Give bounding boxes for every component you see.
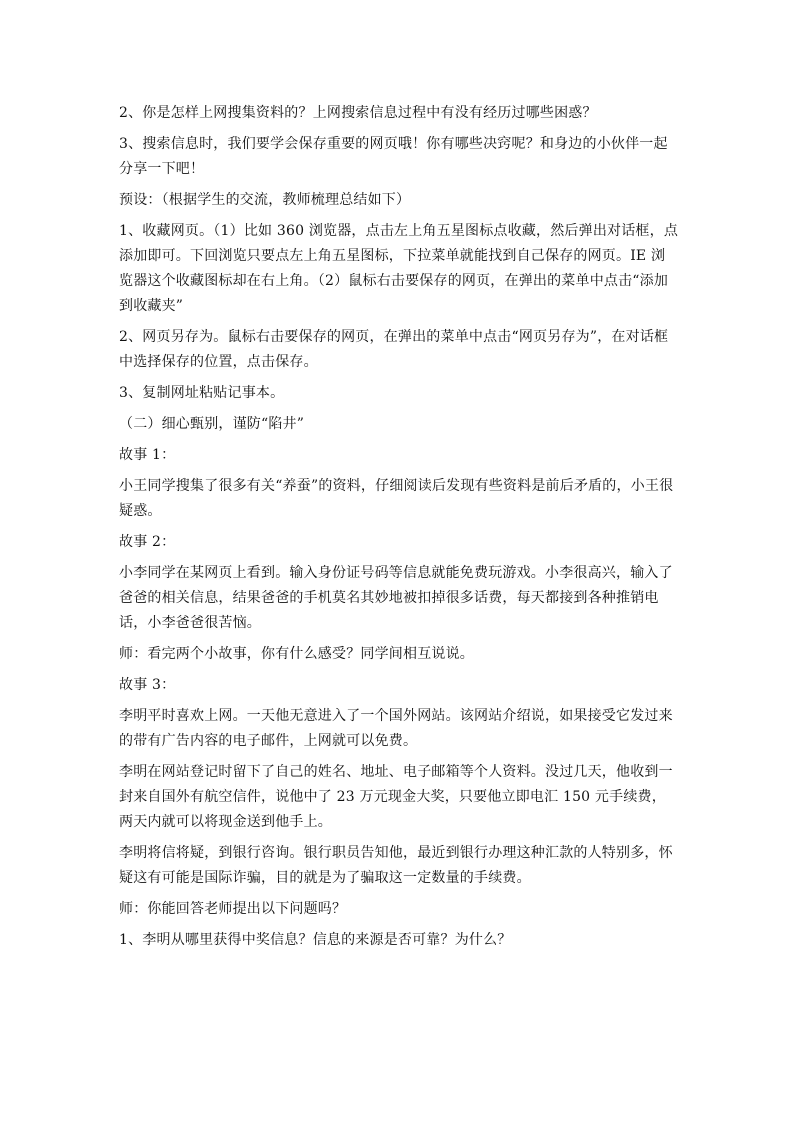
teacher-prompt-1: 师：看完两个小故事，你有什么感受？同学间相互说说。 <box>119 646 474 662</box>
method-bookmark: 1、收藏网页。（1）比如 360 浏览器，点击左上角五星图标点收藏，然后弹出对话框，点添加即可。下回浏览只要点左上角五星图标，下拉菜单就能找到自己保存的网页。IE 浏览器这个收藏图标却在右上角。（2）鼠标右击要保存的网页，在弹出的菜单中点击“添加到收藏夹” <box>119 223 679 314</box>
story-3-text-3: 李明将信将疑，到银行咨询。银行职员告知他，最近到银行办理这种汇款的人特别多，怀疑这有可能是国际诈骗，目的就是为了骗取这一定数量的手续费。 <box>119 845 673 886</box>
story-2-text: 小李同学在某网页上看到。输入身份证号码等信息就能免费玩游戏。小李很高兴，输入了爸爸的相关信息，结果爸爸的手机莫名其妙地被扣掉很多话费，每天都接到各种推销电话，小李爸爸很苦恼。 <box>119 565 673 631</box>
story-1-text: 小王同学搜集了很多有关“养蚕”的资料，仔细阅读后发现有些资料是前后矛盾的，小王很疑惑。 <box>119 478 674 519</box>
story-3-text-1: 李明平时喜欢上网。一天他无意进入了一个国外网站。该网站介绍说，如果接受它发过来的带有广告内容的电子邮件，上网就可以免费。 <box>119 708 673 749</box>
story-1-title: 故事 1： <box>119 447 176 463</box>
question-li-ming: 1、李明从哪里获得中奖信息？信息的来源是否可靠？为什么？ <box>119 932 512 948</box>
method-copy-url: 3、复制网址粘贴记事本。 <box>119 385 285 401</box>
section-heading: （二）细心甄别，谨防“陷井” <box>119 416 305 432</box>
story-2-title: 故事 2： <box>119 534 176 550</box>
method-save-as: 2、网页另存为。鼠标右击要保存的网页，在弹出的菜单中点击“网页另存为”，在对话框中选择保存的位置，点击保存。 <box>119 329 669 370</box>
story-3-text-2: 李明在网站登记时留下了自己的姓名、地址、电子邮箱等个人资料。没过几天，他收到一封来自国外有航空信件，说他中了 23 万元现金大奖，只要他立即电汇 150 元手续费，两天内就可以将现金送到他手上。 <box>119 764 673 830</box>
question-3: 3、搜索信息时，我们要学会保存重要的网页哦！你有哪些决窍呢？和身边的小伙伴一起分享一下吧！ <box>119 136 668 177</box>
document-body <box>119 101 679 959</box>
preset-intro: 预设：（根据学生的交流，教师梳理总结如下） <box>119 192 411 208</box>
question-2: 2、你是怎样上网搜集资料的？上网搜索信息过程中有没有经历过哪些困惑？ <box>119 105 597 121</box>
story-3-title: 故事 3： <box>119 677 176 693</box>
teacher-prompt-2: 师：你能回答老师提出以下问题吗？ <box>119 901 347 917</box>
